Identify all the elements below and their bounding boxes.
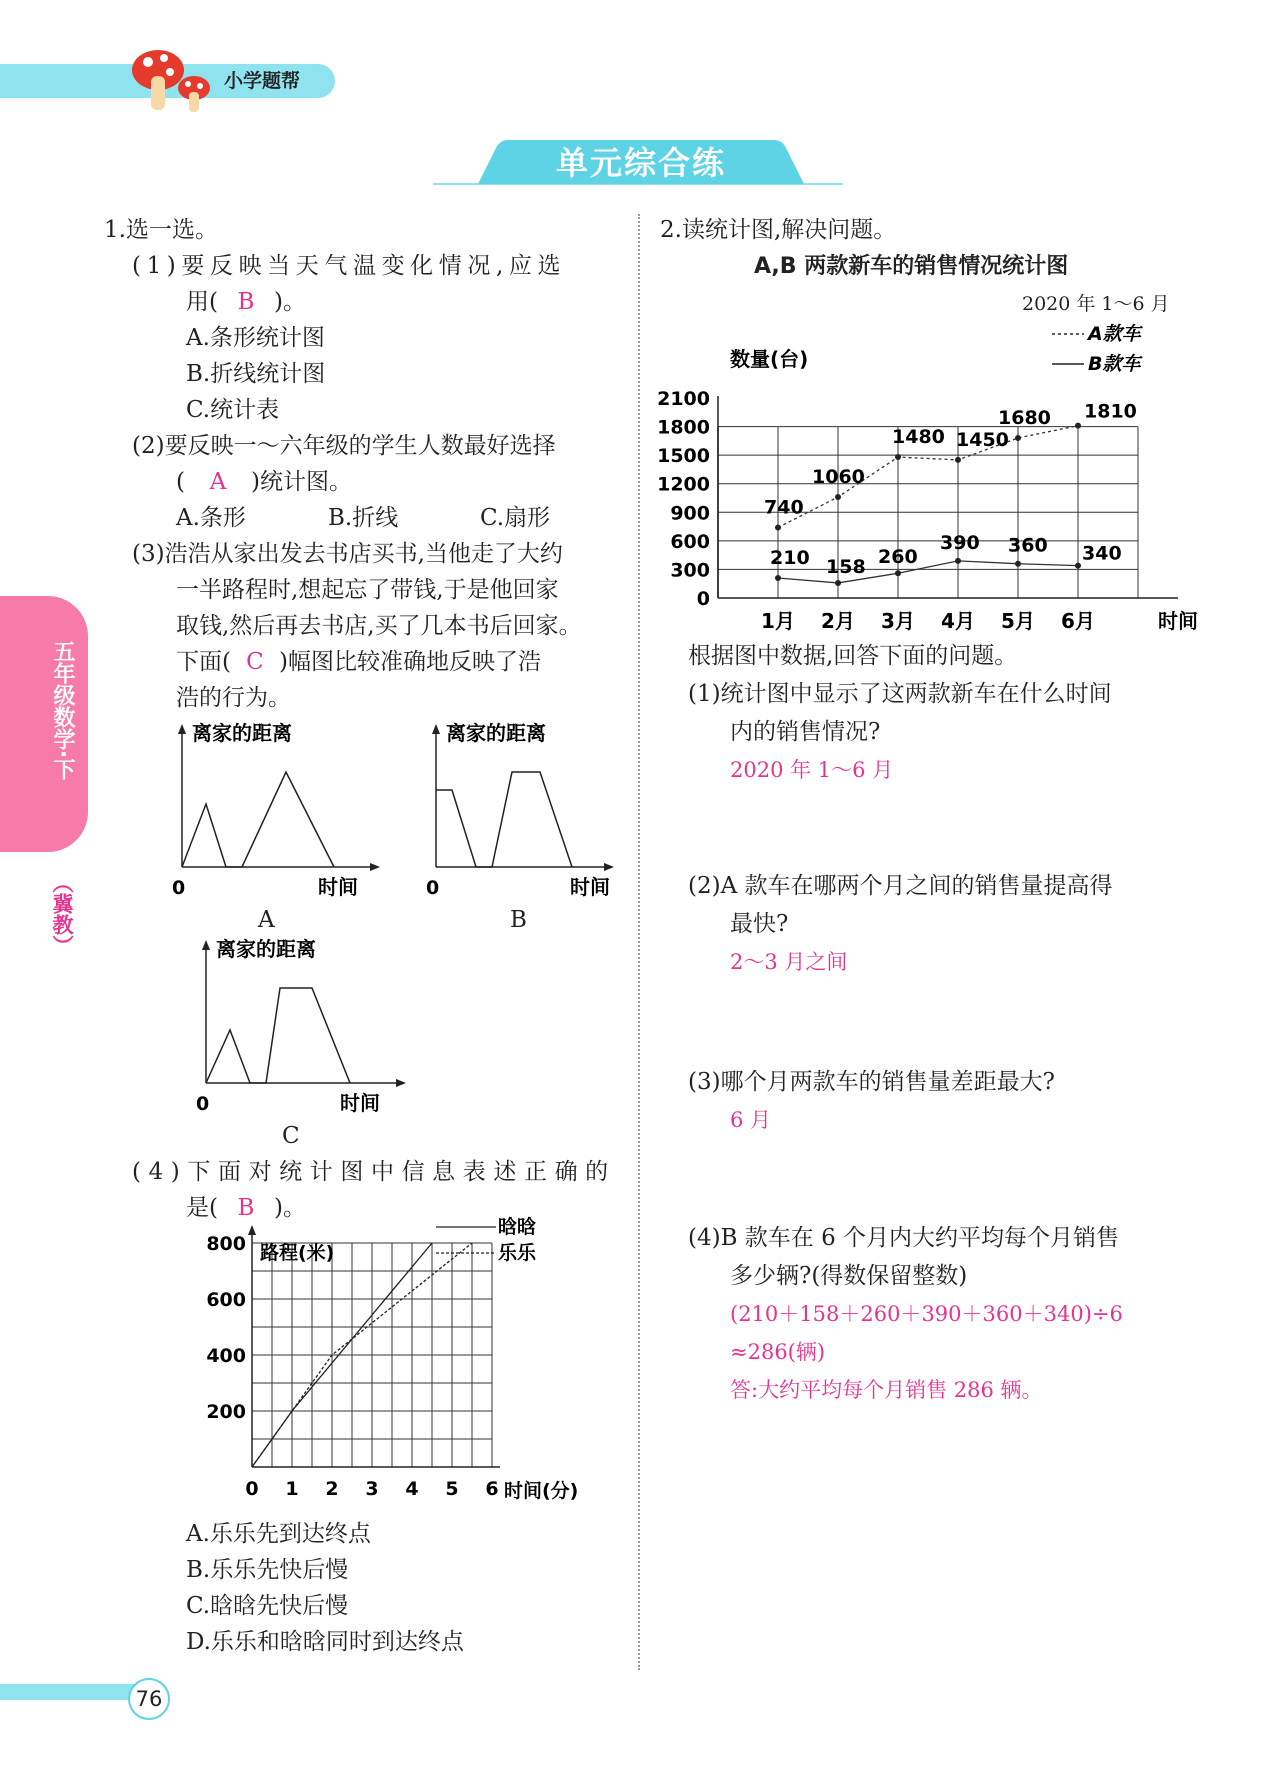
data-label: 390 xyxy=(940,531,980,554)
side-tab-edition: （冀教） xyxy=(50,872,74,956)
data-point xyxy=(1075,563,1081,569)
q1-p4-option-c: C.晗晗先快后慢 xyxy=(186,1593,349,1619)
q1-p2-option-c: C.扇形 xyxy=(480,505,551,531)
answer-q1-1: B xyxy=(237,289,255,315)
q2-sub4-answer-3: 答:大约平均每个月销售 286 辆。 xyxy=(730,1378,1043,1402)
data-point xyxy=(895,570,901,576)
y-tick-label: 600 xyxy=(670,530,710,553)
q1-p2-option-b: B.折线 xyxy=(328,505,399,531)
series-line-b xyxy=(778,561,1078,583)
column-divider xyxy=(638,214,640,1670)
q2-sub3-answer: 6 月 xyxy=(730,1108,772,1132)
y-axis-label: 路程(米) xyxy=(260,1242,335,1264)
legend-label: B款车 xyxy=(1088,353,1141,375)
graph-a-caption: A xyxy=(258,907,275,933)
data-label: 1680 xyxy=(998,407,1051,429)
data-label: 1480 xyxy=(892,426,945,449)
sales-line-chart xyxy=(657,322,1204,633)
data-point xyxy=(955,558,961,564)
q1-p1-line1: (1)要反映当天气温变化情况,应选 xyxy=(132,253,567,279)
sales-chart-subtitle: 2020 年 1～6 月 xyxy=(1022,293,1170,315)
x-tick-label: 2 xyxy=(325,1478,339,1500)
q1-p1-option-c: C.统计表 xyxy=(186,397,280,423)
data-point xyxy=(955,457,961,463)
graph-c-origin: 0 xyxy=(196,1093,210,1115)
graph-a-xlabel: 时间 xyxy=(318,875,358,899)
distance-graph-c xyxy=(194,938,434,1118)
q1-p4-line2: 是( B )。 xyxy=(186,1190,306,1226)
data-point xyxy=(775,525,781,531)
q1-p4-option-a: A.乐乐先到达终点 xyxy=(186,1521,371,1547)
q1-p1-option-b: B.折线统计图 xyxy=(186,361,326,387)
data-point xyxy=(1075,423,1081,429)
x-tick-label: 5 xyxy=(445,1478,459,1500)
y-tick-label: 300 xyxy=(670,559,710,582)
q1-p4-line1: (4)下面对统计图中信息表述正确的 xyxy=(132,1159,616,1185)
brand-label: 小学题帮 xyxy=(224,70,301,92)
q1-p3-line1: (3)浩浩从家出发去书店买书,当他走了大约 xyxy=(132,541,563,567)
q1-p2-line2: ( A )统计图。 xyxy=(176,464,352,500)
graph-b-caption: B xyxy=(510,907,527,933)
x-tick-label: 6月 xyxy=(1061,609,1095,633)
y-axis-arrow xyxy=(248,1225,256,1235)
q1-p3-line3: 取钱,然后再去书店,买了几本书后回家。 xyxy=(176,613,582,639)
graph-b-origin: 0 xyxy=(426,877,440,899)
q1-p4-option-b: B.乐乐先快后慢 xyxy=(186,1557,349,1583)
q2-sub4-answer-2: ≈286(辆) xyxy=(730,1340,826,1364)
answer-q1-4: B xyxy=(237,1195,255,1221)
legend-label: 乐乐 xyxy=(498,1242,537,1264)
data-label: 360 xyxy=(1008,534,1048,557)
data-label: 1060 xyxy=(812,466,865,489)
data-label: 740 xyxy=(764,496,804,519)
q2-sub4-line2: 多少辆?(得数保留整数) xyxy=(730,1263,968,1289)
data-point xyxy=(835,494,841,500)
x-tick-label: 2月 xyxy=(821,609,855,633)
q2-heading: 2.读统计图,解决问题。 xyxy=(660,217,897,243)
legend-label: 晗晗 xyxy=(498,1216,537,1238)
data-label: 340 xyxy=(1082,542,1122,565)
graph-a-ylabel: 离家的距离 xyxy=(192,721,292,745)
x-tick-label: 4月 xyxy=(941,609,975,633)
y-tick-label: 1200 xyxy=(657,473,710,496)
data-label: 1450 xyxy=(956,428,1009,451)
q1-p2-option-a: A.条形 xyxy=(176,505,246,531)
y-tick-label: 1800 xyxy=(657,416,710,439)
q2-sub1-line1: (1)统计图中显示了这两款新车在什么时间 xyxy=(688,681,1112,707)
side-tab-grade: 五年级数学·下 xyxy=(50,640,75,781)
y-tick-label: 200 xyxy=(206,1401,246,1423)
distance-time-chart xyxy=(200,1216,595,1510)
q1-p1-line2: 用( B )。 xyxy=(186,284,306,320)
q1-p3-line5: 浩的行为。 xyxy=(176,685,291,711)
q1-heading: 1.选一选。 xyxy=(104,217,218,243)
y-axis-label: 数量(台) xyxy=(730,347,809,371)
data-label: 1810 xyxy=(1084,400,1137,423)
sales-chart-title: A,B 两款新车的销售情况统计图 xyxy=(754,254,1069,279)
graph-c-xlabel: 时间 xyxy=(340,1091,380,1115)
y-tick-label: 1500 xyxy=(657,445,710,468)
answer-q1-2: A xyxy=(209,469,227,495)
q2-sub2-line1: (2)A 款车在哪两个月之间的销售量提高得 xyxy=(688,873,1113,899)
q2-sub3-line1: (3)哪个月两款车的销售量差距最大? xyxy=(688,1069,1055,1095)
data-point xyxy=(895,454,901,460)
legend-label: A款车 xyxy=(1088,323,1141,345)
q2-intro: 根据图中数据,回答下面的问题。 xyxy=(688,643,1018,669)
q1-p3-line4: 下面( C )幅图比较准确地反映了浩 xyxy=(176,644,541,680)
y-tick-label: 0 xyxy=(696,588,710,610)
x-tick-label: 0 xyxy=(245,1478,259,1500)
graph-b-ylabel: 离家的距离 xyxy=(446,721,546,745)
q1-p3-line2: 一半路程时,想起忘了带钱,于是他回家 xyxy=(176,577,559,603)
y-tick-label: 800 xyxy=(206,1233,246,1255)
page-title: 单元综合练 xyxy=(555,144,726,182)
x-tick-label: 1 xyxy=(285,1478,299,1500)
q2-sub4-line1: (4)B 款车在 6 个月内大约平均每个月销售 xyxy=(688,1225,1120,1251)
data-label: 158 xyxy=(826,555,866,578)
q1-p1-option-a: A.条形统计图 xyxy=(186,325,325,351)
answer-q1-3: C xyxy=(246,649,264,675)
distance-graph-b xyxy=(424,722,624,902)
x-tick-label: 6 xyxy=(485,1478,499,1500)
y-tick-label: 600 xyxy=(206,1289,246,1311)
q2-sub1-answer: 2020 年 1～6 月 xyxy=(730,758,894,782)
q1-p4-option-d: D.乐乐和晗晗同时到达终点 xyxy=(186,1629,464,1655)
data-label: 260 xyxy=(878,546,918,569)
distance-graph-a xyxy=(170,722,410,902)
data-label: 210 xyxy=(770,547,810,569)
page-number: 76 xyxy=(128,1678,170,1720)
q2-sub1-line2: 内的销售情况? xyxy=(730,719,881,745)
x-axis-label: 时间 xyxy=(1158,609,1198,633)
graph-c-ylabel: 离家的距离 xyxy=(216,937,316,961)
data-point xyxy=(835,580,841,586)
graph-a-origin: 0 xyxy=(172,877,186,899)
graph-c-caption: C xyxy=(282,1123,300,1149)
data-point xyxy=(775,575,781,581)
y-tick-label: 400 xyxy=(206,1345,246,1367)
x-tick-label: 1月 xyxy=(761,609,795,633)
mushroom-logo-icon xyxy=(128,40,218,115)
q2-sub2-answer: 2～3 月之间 xyxy=(730,950,848,974)
q1-p2-line1: (2)要反映一～六年级的学生人数最好选择 xyxy=(132,433,556,459)
x-axis-label: 时间(分) xyxy=(504,1480,579,1502)
x-tick-label: 4 xyxy=(405,1478,419,1500)
x-tick-label: 5月 xyxy=(1001,609,1035,633)
q2-sub2-line2: 最快? xyxy=(730,911,789,937)
data-point xyxy=(1015,561,1021,567)
y-tick-label: 2100 xyxy=(657,388,710,410)
graph-b-xlabel: 时间 xyxy=(570,875,610,899)
x-tick-label: 3月 xyxy=(881,609,915,633)
x-tick-label: 3 xyxy=(365,1478,379,1500)
y-tick-label: 900 xyxy=(670,502,710,525)
q2-sub4-answer-1: (210＋158＋260＋390＋360＋340)÷6 xyxy=(730,1302,1123,1326)
data-point xyxy=(1015,435,1021,441)
